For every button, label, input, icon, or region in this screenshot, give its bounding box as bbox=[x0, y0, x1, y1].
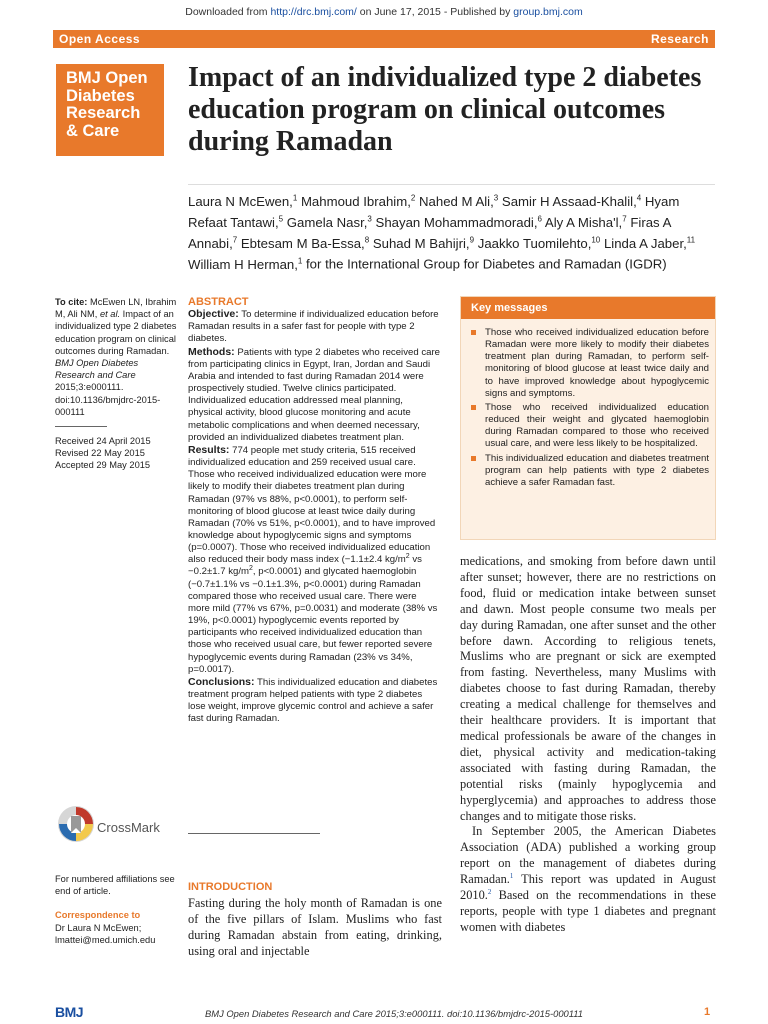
accepted-date: Accepted 29 May 2015 bbox=[55, 460, 151, 471]
author-name: Gamela Nasr, bbox=[286, 215, 368, 231]
author-affiliation-sup: 2 bbox=[410, 194, 416, 203]
right-column-text bbox=[460, 554, 716, 936]
revised-date: Revised 22 May 2015 bbox=[55, 448, 145, 459]
author-affiliation-sup: 7 bbox=[622, 214, 627, 224]
title-divider bbox=[188, 184, 715, 185]
author-affiliation-sup: 3 bbox=[367, 214, 372, 224]
correspondence-name: Dr Laura N McEwen; bbox=[55, 922, 142, 933]
key-messages-box bbox=[460, 296, 716, 540]
results-sup: 2 bbox=[249, 565, 253, 573]
introduction-text: Fasting during the holy month of Ramadan is one of the five pillars of Islam. Muslims who fast during Ramadan abstain from eating, drinking, using oral and injectable bbox=[188, 896, 442, 958]
correspondence-label: Correspondence to bbox=[55, 910, 141, 921]
open-access-label: Open Access bbox=[59, 32, 141, 46]
list-item bbox=[469, 327, 709, 400]
key-message-text: This individualized education and diabetes treatment program can help patients with type 2 diabetes achieve a safer Ramadan fast. bbox=[485, 452, 709, 488]
body-paragraph bbox=[460, 824, 716, 935]
citation-block bbox=[55, 296, 177, 472]
results-text: vs −0.2±1.7 kg/m bbox=[188, 554, 422, 578]
list-item bbox=[469, 453, 709, 489]
logo-line: Diabetes bbox=[66, 86, 135, 105]
author-name: Mahmoud Ibrahim, bbox=[300, 194, 411, 210]
author-name: William H Herman, bbox=[188, 256, 298, 272]
abstract-heading: ABSTRACT bbox=[188, 296, 249, 308]
author-name: Linda A Jaber, bbox=[603, 235, 687, 251]
section-band bbox=[53, 30, 715, 48]
author-affiliation-sup: 8 bbox=[364, 235, 370, 245]
author-name: Aly A Misha'l, bbox=[544, 215, 623, 231]
author-list bbox=[188, 190, 715, 273]
research-label: Research bbox=[650, 32, 709, 46]
author-name: Hyam Refaat Tantawi, bbox=[188, 194, 680, 231]
article-title: Impact of an individualized type 2 diabetes education program on clinical outcomes during Ramadan bbox=[188, 62, 702, 157]
results-sup: 2 bbox=[405, 553, 410, 561]
reference-link[interactable]: 1 bbox=[509, 872, 514, 880]
author-name: Suhad M Bahijri, bbox=[372, 235, 470, 251]
cite-etal: et al. bbox=[99, 309, 121, 320]
logo-line: & Care bbox=[66, 121, 120, 140]
reference-link[interactable]: 2 bbox=[487, 887, 492, 896]
crossmark-label: CrossMark bbox=[97, 820, 160, 835]
author-name: Laura N McEwen, bbox=[188, 194, 293, 210]
author-affiliation-sup: 4 bbox=[636, 194, 642, 203]
author-name: Jaakko Tuomilehto, bbox=[477, 235, 592, 251]
author-name: Ebtesam M Ba-Essa, bbox=[240, 235, 365, 251]
cite-text: Impact of an individualized type 2 diabetes education program on clinical outcomes during Ramadan. bbox=[55, 309, 177, 356]
logo-line: BMJ Open bbox=[66, 69, 148, 87]
affiliation-note bbox=[55, 873, 177, 946]
objective-text: To determine if individualized education before Ramadan results in a safer fast for people with type 2 diabetes. bbox=[188, 309, 439, 345]
author-affiliation-sup: 1 bbox=[292, 194, 298, 203]
author-name: Shayan Mohammadmoradi, bbox=[375, 215, 538, 231]
authors-group: for the International Group for Diabetes and Ramadan (IGDR) bbox=[302, 256, 667, 272]
page-footer: BMJ Open Diabetes Research and Care 2015;3:e000111. doi:10.1136/bmjdrc-2015-000111 bbox=[205, 1008, 584, 1019]
author-affiliation-sup: 11 bbox=[686, 235, 696, 245]
bullet-square-icon bbox=[471, 405, 476, 410]
results-label: Results: bbox=[188, 443, 230, 456]
download-middle: on June 17, 2015 - Published by bbox=[356, 6, 514, 18]
download-prefix: Downloaded from bbox=[185, 6, 271, 18]
author-affiliation-sup: 6 bbox=[537, 214, 542, 224]
methods-text: Patients with type 2 diabetes who received care from participating clinics in Egypt, Iran, Jordan and Saudi Arabia and intended to fast during Ramadan 2014 were prospectively studied. Twelve clinics participated. Individualized education addressed meal planning, physical activity, blood glucose monitoring and acute metabolic complications and when deemed necessary, provided an individualized diabetes treatment plan. bbox=[188, 346, 440, 443]
author-affiliation-sup: 9 bbox=[469, 235, 475, 245]
para-text: In September 2005, the American Diabetes Association (ADA) published a working group report on the management of diabetes during Ramadan. bbox=[460, 824, 716, 887]
list-item bbox=[469, 402, 709, 451]
body-paragraph: medications, and smoking from before dawn until after sunset; however, there are no restrictions on food, fluid or medication intake between sunset and dawn. Most people consume two meals per day during Ramadan, one after sunset and the other before dawn. According to religious tenets, Muslims who are pregnant or sick are exempted from fasting. Nevertheless, many Muslims with diabetes choose to fast during Ramadan, thereby creating a medical challenge for themselves and their healthcare providers. It is important that medical professionals be aware of the changes in diet, physical activity and medication-taking associated with fasting during Ramadan, the potential risks (mainly hypoglycemia and hyperglycemia) and approaches to address those changes and to mitigate those risks. bbox=[460, 554, 716, 823]
objective-label: Objective: bbox=[188, 308, 239, 321]
download-url-link[interactable]: http://drc.bmj.com/ bbox=[270, 6, 357, 18]
bullet-square-icon bbox=[471, 330, 476, 335]
cite-text: McEwen LN, Ibrahim M, Ali NM, bbox=[55, 297, 177, 320]
author-name: Firas A Annabi, bbox=[188, 215, 671, 251]
author-affiliation-sup: 7 bbox=[232, 235, 238, 245]
bullet-square-icon bbox=[471, 456, 476, 461]
results-text: , p<0.0001) and glycated haemoglobin (−0.7±1.1% vs −0.1±1.3%, p<0.0001) during Ramadan compared those who received usual care. There were more mild (77% vs 67%, p=0.0031) and moderate (38% vs 19%, p<0.0001) hypoglycemic events reported by participants who received individualized education than those who received usual care, but fewer reported severe hypoglycemic events during Ramadan (23% vs 34%, p=0.0017). bbox=[188, 566, 438, 675]
author-affiliation-sup: 5 bbox=[278, 214, 284, 224]
page-number: 1 bbox=[704, 1006, 711, 1018]
introduction-heading: INTRODUCTION bbox=[188, 881, 273, 893]
affil-note-text: For numbered affiliations see end of article. bbox=[55, 874, 175, 897]
logo-line: Research bbox=[66, 104, 141, 122]
para-text: This report was updated in August 2010. bbox=[460, 872, 716, 903]
received-date: Received 24 April 2015 bbox=[55, 436, 151, 447]
publisher-link[interactable]: group.bmj.com bbox=[513, 6, 583, 18]
key-message-text: Those who received individualized education before Ramadan were more likely to modify their diabetes treatment plan during Ramadan, to perform self-monitoring of blood glucose at least twice daily and to have improved knowledge about hypoglycemic signs and symptoms. bbox=[485, 327, 709, 399]
crossmark-icon[interactable] bbox=[56, 804, 96, 849]
bmj-logo: BMJ bbox=[55, 1004, 84, 1020]
author-name: Samir H Assaad-Khalil, bbox=[501, 194, 637, 210]
results-text: 774 people met study criteria, 515 received individualized education and 259 received usual care. Those who received individualized education were more likely to modify their diabetes treatment plan during Ramadan (97% vs 88%, p<0.0001), to perform self-monitoring of blood glucose at least twice daily during Ramadan (70% vs 51%, p<0.0001), and to have improved knowledge about hypoglycemic signs and symptoms (p=0.0007). Those who received individualized education also reduced their body mass index (−1.1±2.4 kg/m bbox=[188, 444, 436, 566]
journal-logo bbox=[56, 64, 164, 156]
key-messages-list bbox=[469, 327, 709, 491]
conclusions-text: This individualized education and diabetes treatment program helped patients with type 2 diabetes lose weight, improve glycemic control and achieve a safer fast during Ramadan. bbox=[188, 676, 438, 725]
para-text: Based on the recommendations in these reports, people with type 1 diabetes and pregnant women with diabetes bbox=[460, 888, 716, 934]
correspondence-email[interactable]: lmattei@med.umich.edu bbox=[55, 934, 156, 945]
author-affiliation-sup: 10 bbox=[591, 235, 601, 245]
cite-journal: BMJ Open Diabetes Research and Care bbox=[55, 358, 139, 381]
cite-label: To cite: bbox=[55, 297, 88, 307]
key-message-text: Those who received individualized education reduced their weight and glycated haemoglobin during Ramadan compared to those who received usual care, and were less likely to be hospitalized. bbox=[485, 401, 709, 450]
author-affiliation-sup: 1 bbox=[297, 256, 303, 266]
conclusions-label: Conclusions: bbox=[188, 675, 255, 688]
author-affiliation-sup: 3 bbox=[493, 194, 499, 203]
abstract bbox=[188, 296, 440, 725]
key-messages-heading: Key messages bbox=[461, 297, 715, 319]
methods-label: Methods: bbox=[188, 345, 235, 358]
author-name: Nahed M Ali, bbox=[419, 194, 494, 210]
side-divider bbox=[55, 426, 107, 427]
download-line bbox=[0, 6, 768, 18]
cite-doi: 2015;3:e000111. doi:10.1136/bmjdrc-2015-000111 bbox=[55, 382, 161, 417]
abstract-divider bbox=[188, 833, 320, 834]
